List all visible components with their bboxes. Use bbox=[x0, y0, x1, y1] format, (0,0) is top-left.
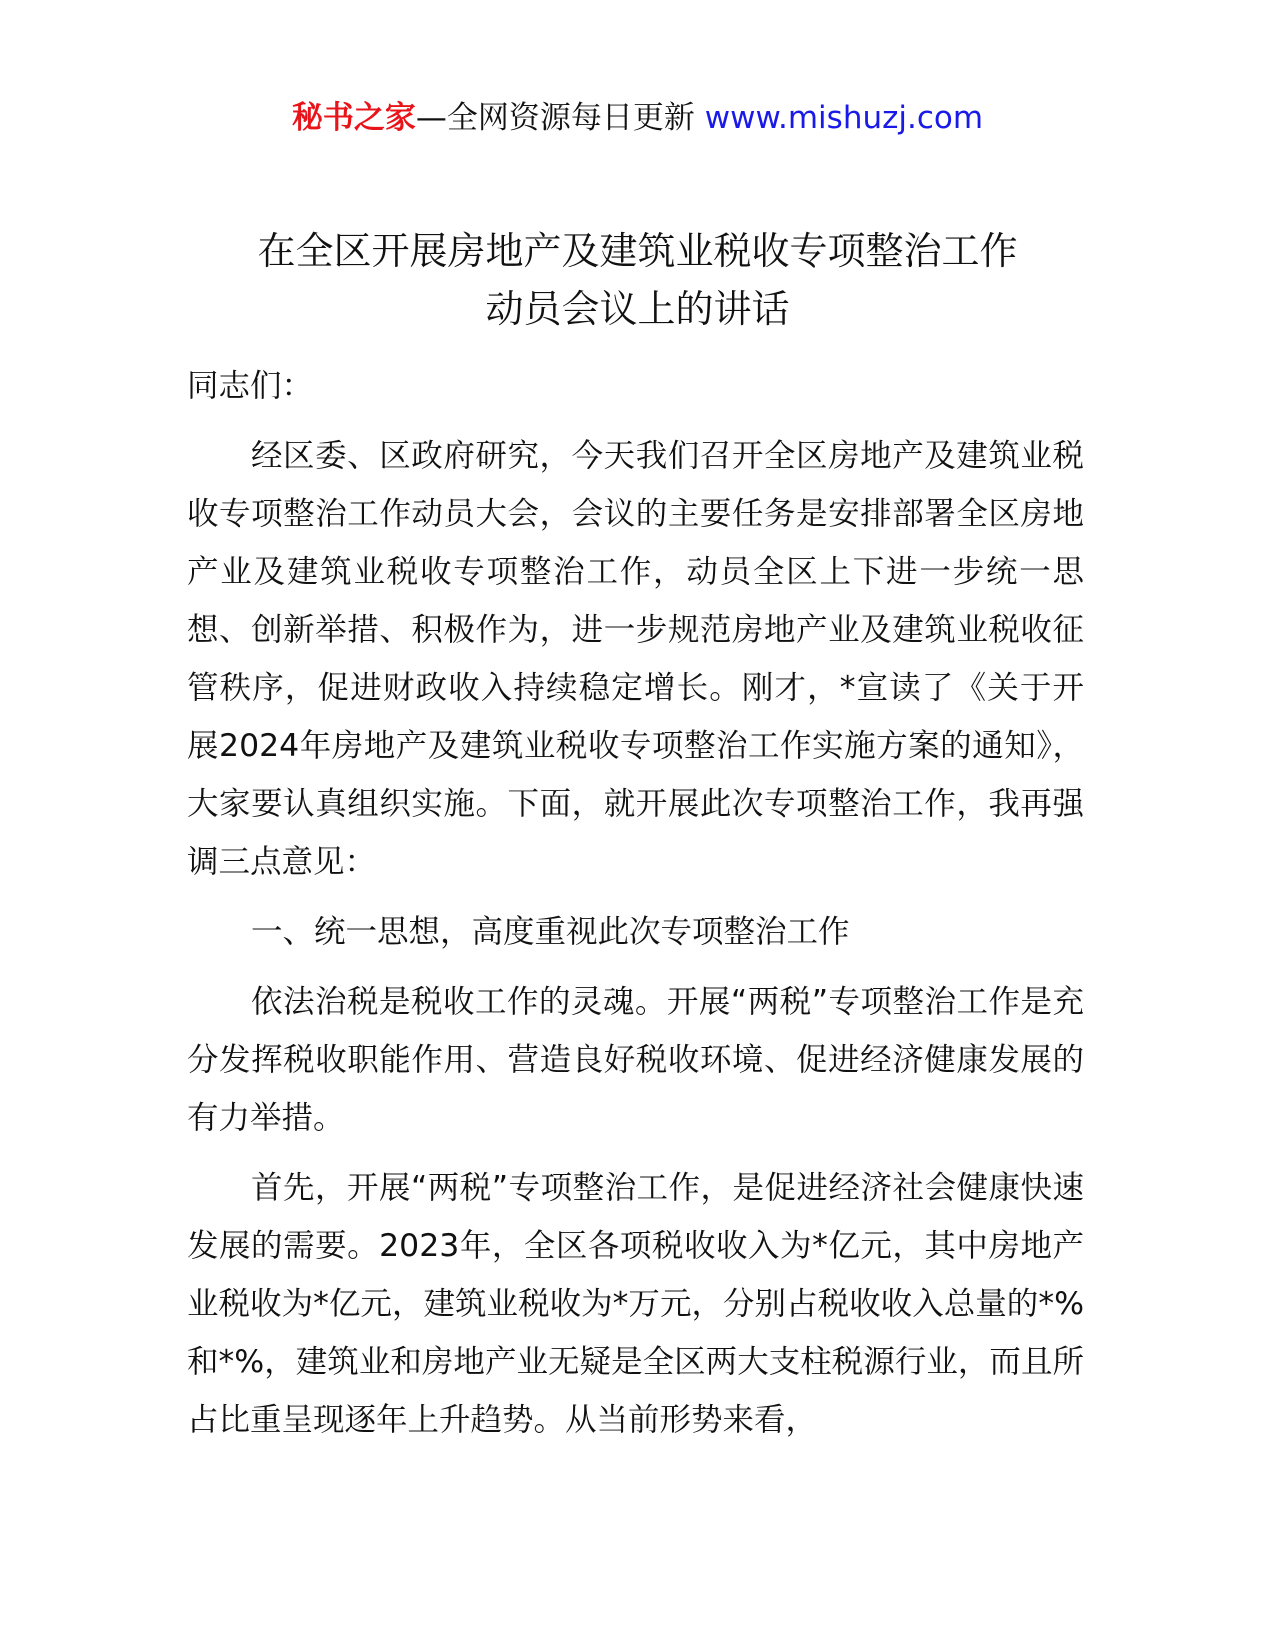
site-header bbox=[0, 96, 1275, 140]
title-line-2: 动员会议上的讲话 bbox=[485, 287, 790, 331]
document-body bbox=[187, 357, 1084, 1449]
site-url-link[interactable]: www.mishuzj.com bbox=[704, 100, 984, 136]
section-heading-1: 一、统一思想，高度重视此次专项整治工作 bbox=[251, 914, 850, 950]
document-title bbox=[0, 222, 1275, 338]
paragraph-intro: 经区委、区政府研究，今天我们召开全区房地产及建筑业税收专项整治工作动员大会，会议的主要任务是安排部署全区房地产业及建筑业税收专项整治工作，动员全区上下进一步统一思想、创新举措、积极作为，进一步规范房地产业及建筑业税收征管秩序，促进财政收入持续稳定增长。刚才，*宣读了《关于开展2024年房地产及建筑业税收专项整治工作实施方案的通知》，大家要认真组织实施。下面，就开展此次专项整治工作，我再强调三点意见： bbox=[187, 438, 1084, 880]
header-slogan: —全网资源每日更新 bbox=[415, 100, 705, 136]
paragraph-rule-of-law: 依法治税是税收工作的灵魂。开展“两税”专项整治工作是充分发挥税收职能作用、营造良好税收环境、促进经济健康发展的有力举措。 bbox=[187, 984, 1084, 1136]
greeting: 同志们： bbox=[187, 368, 314, 404]
title-line-1: 在全区开展房地产及建筑业税收专项整治工作 bbox=[257, 229, 1018, 273]
brand-name: 秘书之家 bbox=[291, 100, 416, 136]
paragraph-first-point: 首先，开展“两税”专项整治工作，是促进经济社会健康快速发展的需要。2023年，全区各项税收收入为*亿元，其中房地产业税收为*亿元，建筑业税收为*万元，分别占税收收入总量的*%和*%，建筑业和房地产业无疑是全区两大支柱税源行业，而且所占比重呈现逐年上升趋势。从当前形势来看， bbox=[187, 1170, 1084, 1438]
